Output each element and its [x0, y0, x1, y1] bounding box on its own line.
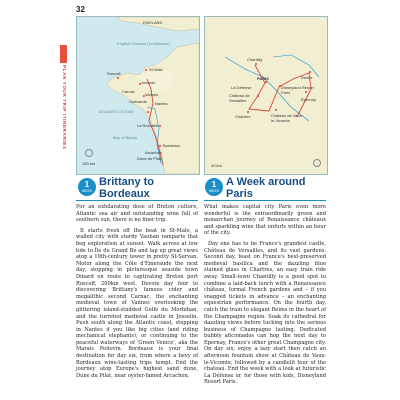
map1-scale: 100 km — [82, 161, 96, 166]
side-tab-label — [54, 65, 72, 225]
map2-label-epernay: Épernay — [301, 97, 316, 102]
itinerary2-title: A Week around Paris — [226, 176, 306, 200]
map2-label-chantilly: Chantilly — [247, 57, 263, 62]
map1-label-bordeaux: Bordeaux — [163, 143, 181, 148]
itinerary1-body — [76, 204, 198, 383]
itinerary1-duration-badge — [78, 178, 96, 196]
map1-label-england: ENGLAND — [143, 20, 163, 25]
map1-compass-icon — [85, 149, 93, 157]
side-tab-text: PLAN YOUR TRIP ITINERARIES — [62, 65, 67, 150]
map1-label-josselin: Josselin — [141, 80, 156, 85]
map2-label-chartres: Chartres — [235, 114, 251, 119]
map1-label-vannes: Vannes — [145, 92, 159, 97]
map1-label-carnac: Carnac — [122, 89, 135, 94]
itinerary1-rule — [76, 200, 198, 201]
map1-label-guerande: Guérande — [129, 99, 147, 104]
map1-label-st-malo: St-Malo — [149, 67, 163, 72]
map2-scale: 40 km — [211, 163, 222, 168]
itinerary1-title: Brittany to Bordeaux — [99, 176, 154, 200]
itinerary2-rule — [204, 200, 326, 201]
map2-label-vaux: Château de Vaux-le-Vicomte — [271, 113, 303, 123]
map1-label-nantes: Nantes — [155, 101, 168, 106]
map2-land — [205, 17, 327, 174]
itinerary1-badge-unit: WEEK — [81, 189, 93, 193]
map1-label-la-rochelle: La Rochelle — [137, 123, 159, 128]
map2-label-paris: PARIS — [257, 76, 269, 81]
page-number: 32 — [76, 5, 85, 14]
map-around-paris — [204, 16, 328, 175]
itinerary2-duration-badge — [205, 178, 223, 196]
itinerary2-badge-unit: WEEK — [208, 189, 220, 193]
side-tab-marker — [60, 45, 67, 63]
itinerary2-paragraph: Day one has to be France's grandest castle, Château de Versailles, and its vast gardens. Second day, feast on France's best-preserved medieval basilica and the dazzling blue stained glass in Chartres, an easy train ride away. Small-town Chantilly is a good spot to combine a laid-back lunch with a Renaissance château, formal French gardens and – if you snagged tickets in advance – an enchanting equestrian performance. On the fourth day, catch the train to elegant Reims in the heart of the Champagne region. Soak its cathedral for dazzling views before tucking into the serious business of Champagne tasting. Dedicated bubbly aficionados can hop the next day to Épernay, France's other great Champagne city. On day six, enjoy a lazy start then catch an afternoon fountain show at Château de Vaux-le-Vicomte, followed by a candlelit tour of the chateau. End the week with a look at futuristic La Défense or, for those with kids, Disneyland Resort Paris. — [204, 240, 326, 386]
itinerary1-paragraph: For an exhilarating dose of Breton culture, Atlantic sea air and outstanding wine full of southern sun, there is no finer trip. — [76, 204, 198, 224]
itinerary2-body — [204, 204, 326, 390]
map2-label-reims: Reims — [301, 75, 313, 80]
map1-label-biscay: Bay of Biscay — [113, 135, 138, 140]
map2-label-versailles: Château de Versailles — [229, 93, 250, 103]
map-brittany-bordeaux — [76, 16, 200, 175]
map2-compass-icon — [313, 159, 321, 167]
map1-label-arcachon: Arcachon — [145, 150, 162, 155]
map2-label-la-defense: La Défense — [231, 85, 252, 90]
itinerary1-paragraph: It starts fresh off the boat in St-Malo, a walled city with sturdy Vauban ramparts that beg exploration at sunset. Walk across at low tide to Île du Grand Bé and lap up great views atop a 19th-century tower in pretty St-Servan. Motor along the Côte d'Émeraude the next day, stopping in picturesque seaside town Dinard en route to captivating Breton port Roscoff, 200km west. Devote day four to discovering Brittany's famous cider and megalithic second Carnac, the enchanting medieval town of Vannes overlooking the glittering island-studded Golfe du Morbihan, and the turreted medieval castle in Josselin. Push south along the Atlantic coast, stopping in Nantes if you like big cities (and riding mechanical elephants), or continuing to the peaceful waterways of 'Green Venice', aka the Marais Poitevin. Bordeaux is your final destination for day six, from where a bevy of Bordeaux wine-tasting trips tempt. End the journey atop Europe's highest sand dune, Dune du Pilat, near oyster-famed Arcachon. — [76, 227, 198, 379]
itinerary2-paragraph: What makes capital city Paris even more wonderful is the extraordinarily green and monarchan journey of Renaissance châteaux and sparkling wine that unfurls within an hour of the city. — [204, 204, 326, 237]
itinerary2-badge-number: 1 — [211, 180, 217, 189]
map1-label-roscoff: Roscoff — [107, 71, 121, 76]
map1-label-dune-du-pilat: Dune du Pilat — [137, 156, 162, 161]
itinerary1-badge-number: 1 — [84, 180, 90, 189]
map1-label-channel: English Channel (La Manche) — [117, 41, 170, 46]
map2-label-disneyland: Disneyland Resort Paris — [281, 85, 314, 95]
map1-label-ocean: ATLANTIC OCEAN — [99, 109, 134, 114]
